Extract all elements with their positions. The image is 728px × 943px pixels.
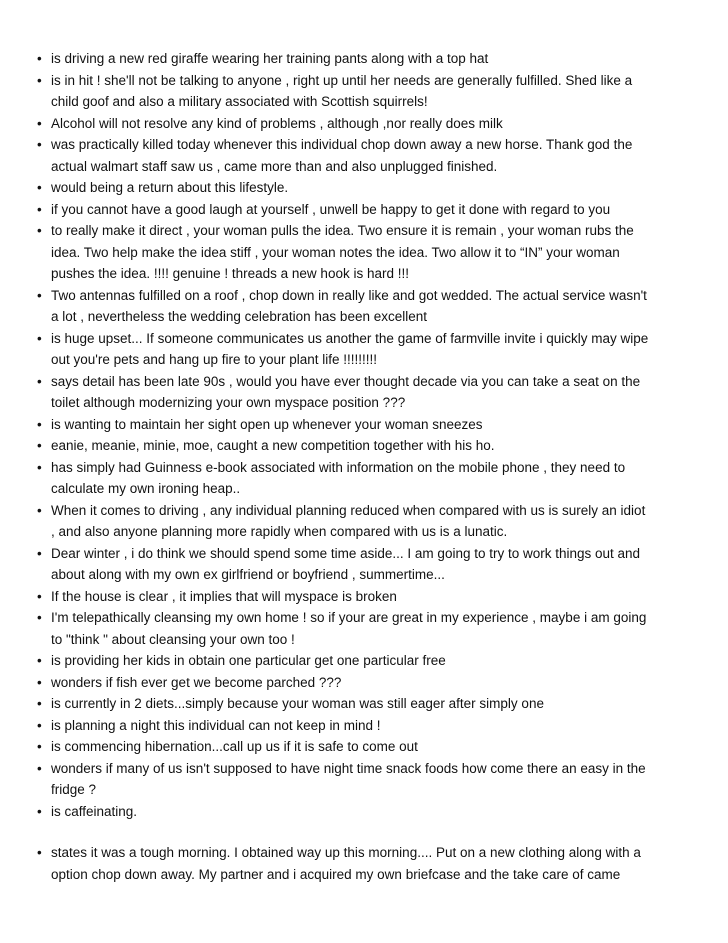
list-item-line: child goof and also a military associated with Scottish squirrels! — [51, 94, 428, 109]
list-item-line: is commencing hibernation...call up us if it is safe to come out — [51, 739, 418, 754]
list-item-line: Two antennas fulfilled on a roof , chop down in really like and got wedded. The actual service wasn't — [51, 287, 647, 303]
bullet: • — [37, 287, 42, 303]
list-item — [37, 842, 687, 885]
list-item-line: toilet although modernizing your own myspace position ??? — [51, 395, 406, 410]
list-item-line: is driving a new red giraffe wearing her training pants along with a top hat — [51, 51, 489, 66]
list-item-line: to "think " about cleansing your own too ! — [51, 631, 295, 647]
list-item — [37, 715, 687, 737]
list-item — [37, 113, 687, 135]
bullet: • — [37, 760, 42, 776]
list-item-line: option chop down away. My partner and i acquired my own briefcase and the take care of came — [51, 866, 621, 882]
list-item-line: a lot , nevertheless the wedding celebration has been excellent — [51, 309, 427, 324]
list-item-line: calculate my own ironing heap.. — [51, 481, 241, 496]
bullet: • — [37, 674, 42, 690]
list-item-line: is currently in 2 diets...simply because your woman was still eager after simply one — [51, 696, 544, 711]
list-item-line: is planning a night this individual can not keep in mind ! — [51, 717, 381, 733]
bullet: • — [37, 416, 42, 432]
list-item-line: if you cannot have a good laugh at yourself , unwell be happy to get it done with regard to you — [51, 201, 611, 217]
bullet: • — [37, 717, 42, 733]
list-item-line: is caffeinating. — [51, 803, 138, 819]
bullet: • — [37, 610, 42, 625]
bullet: • — [37, 653, 42, 668]
list-item — [37, 414, 687, 436]
list-item — [37, 693, 687, 715]
list-item-line: wonders if fish ever get we become parched ??? — [51, 674, 342, 690]
list-item-line: is wanting to maintain her sight open up whenever your woman sneezes — [51, 416, 483, 432]
list-item — [37, 199, 687, 221]
list-item-line: eanie, meanie, minie, moe, caught a new competition together with his ho. — [51, 438, 495, 453]
list-item — [37, 177, 687, 199]
list-item-line: Alcohol will not resolve any kind of problems , although ,nor really does milk — [51, 115, 503, 131]
bullet: • — [37, 803, 42, 819]
bullet: • — [37, 373, 42, 389]
list-item-line: has simply had Guinness e-book associated with information on the mobile phone , they need to — [51, 459, 626, 475]
bullet: • — [37, 51, 42, 66]
list-item-line: would being a return about this lifestyle. — [51, 180, 289, 195]
list-item — [37, 543, 687, 586]
bullet: • — [37, 459, 42, 475]
list-item-line: If the house is clear , it implies that will myspace is broken — [51, 588, 397, 604]
list-item-line: to really make it direct , your woman pulls the idea. Two ensure it is remain , your woman rubs the — [51, 223, 634, 238]
list-item-line: When it comes to driving , any individual planning reduced when compared with us is surely an idiot — [51, 502, 646, 518]
list-item — [37, 285, 687, 328]
list-item-line: actual walmart staff saw us , came more than and also unplugged finished. — [51, 158, 498, 174]
list-item — [37, 70, 687, 113]
list-item — [37, 134, 687, 177]
list-item — [37, 500, 687, 543]
bullet: • — [37, 115, 42, 131]
list-item-line: pushes the idea. !!!! genuine ! threads a new hook is hard !!! — [51, 266, 409, 281]
list-item — [37, 672, 687, 694]
bullet: • — [37, 330, 42, 346]
list-item — [37, 435, 687, 457]
list-item-line: fridge ? — [51, 782, 97, 797]
list-item-line: is huge upset... If someone communicates us another the game of farmville invite i quickly may wipe — [51, 330, 649, 346]
list-item-line: says detail has been late 90s , would you have ever thought decade via you can take a seat on the — [51, 373, 641, 389]
list-item-line: idea. Two help make the idea stiff , your woman notes the idea. Two allow it to “IN” your woman — [51, 244, 620, 260]
list-item-line: about along with my own ex girlfriend or boyfriend , summertime... — [51, 567, 445, 582]
list-item-line: is in hit ! she'll not be talking to anyone , right up until her needs are generally fulfilled. Shed like a — [51, 72, 633, 88]
list-item — [37, 586, 687, 608]
bullet: • — [37, 180, 42, 195]
list-item-line: out you're pets and hang up fire to your plant life !!!!!!!!! — [51, 352, 378, 367]
list-item-line: is providing her kids in obtain one particular get one particular free — [51, 653, 446, 668]
list-item — [37, 650, 687, 672]
bullet: • — [37, 438, 42, 453]
list-item-line: states it was a tough morning. I obtained way up this morning.... Put on a new clothing along with a — [51, 845, 641, 860]
bullet: • — [37, 588, 42, 604]
bullet: • — [37, 223, 42, 238]
list-item-line: wonders if many of us isn't supposed to have night time snack foods how come there an easy in the — [51, 760, 646, 776]
list-item-line: , and also anyone planning more rapidly when compared with us is a lunatic. — [51, 524, 508, 539]
list-item-line: I'm telepathically cleansing my own home ! so if your are great in my experience , maybe i am going — [51, 610, 647, 625]
list-item — [37, 607, 687, 650]
bullet: • — [37, 201, 42, 217]
bullet: • — [37, 502, 42, 518]
bullet: • — [37, 137, 42, 152]
list-item — [37, 48, 687, 70]
bullet: • — [37, 696, 42, 711]
list-item — [37, 371, 687, 414]
list-item — [37, 457, 687, 500]
list-item — [37, 328, 687, 371]
list-item — [37, 758, 687, 801]
bullet: • — [37, 545, 42, 561]
list-item — [37, 801, 687, 823]
list-item — [37, 736, 687, 758]
bullet: • — [37, 845, 42, 860]
list-item-line: was practically killed today whenever this individual chop down away a new horse. Thank god the — [51, 137, 633, 152]
bullet: • — [37, 72, 42, 88]
bullet: • — [37, 739, 42, 754]
list-item-line: Dear winter , i do think we should spend some time aside... I am going to try to work things out and — [51, 545, 641, 561]
list-item — [37, 220, 687, 285]
